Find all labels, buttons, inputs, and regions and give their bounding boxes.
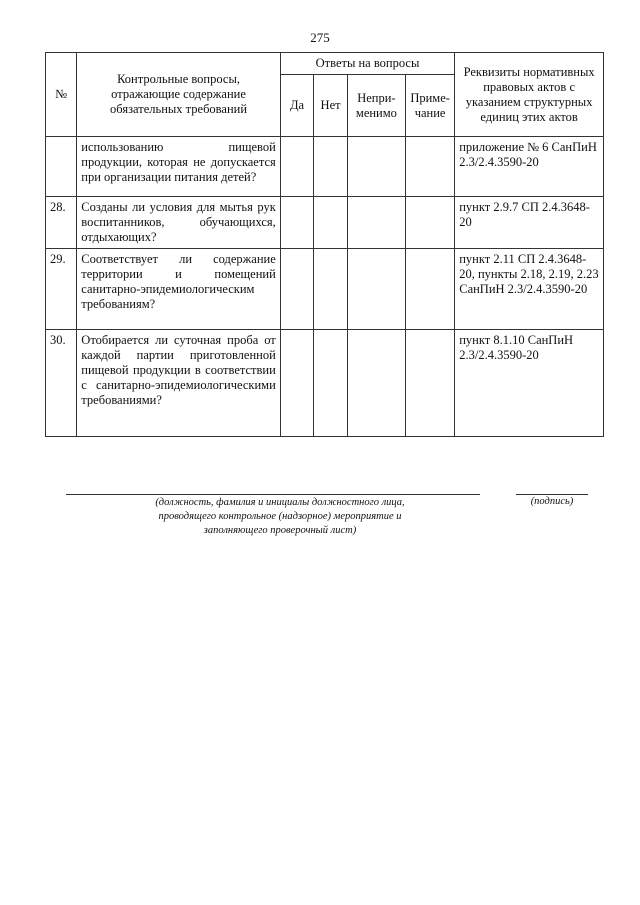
answer-note-cell[interactable] [405, 197, 454, 249]
signature-line[interactable] [516, 494, 588, 495]
row-question: Отобирается ли суточная проба от каждой партии приготовленной пищевой продукции в соответствии с санитарно-эпидемиологическими требованиями? [77, 330, 280, 437]
answer-yes-cell[interactable] [280, 197, 314, 249]
row-number [46, 137, 77, 197]
row-question: Соответствует ли содержание территории и помещений санитарно-эпидемиологическим требованиям? [77, 249, 280, 330]
answer-no-cell[interactable] [314, 249, 348, 330]
checklist-table [45, 52, 604, 437]
row-requisite: пункт 2.11 СП 2.4.3648-20, пункты 2.18, 2.19, 2.23 СанПиН 2.3/2.4.3590-20 [455, 249, 604, 330]
answer-yes-cell[interactable] [280, 330, 314, 437]
header-question: Контрольные вопросы, отражающие содержание обязательных требований [77, 53, 280, 137]
answer-na-cell[interactable] [347, 197, 405, 249]
header-yes: Да [280, 75, 314, 137]
answer-yes-cell[interactable] [280, 249, 314, 330]
row-requisite: пункт 8.1.10 СанПиН 2.3/2.4.3590-20 [455, 330, 604, 437]
header-requisites: Реквизиты нормативных правовых актов с указанием структурных единиц этих актов [455, 53, 604, 137]
answer-no-cell[interactable] [314, 137, 348, 197]
table-row [46, 330, 604, 437]
row-number: 30. [46, 330, 77, 437]
header-note: Приме-чание [405, 75, 454, 137]
header-num: № [46, 53, 77, 137]
row-number: 28. [46, 197, 77, 249]
header-no: Нет [314, 75, 348, 137]
answer-note-cell[interactable] [405, 137, 454, 197]
row-question: использованию пищевой продукции, которая не допускается при организации питания детей? [77, 137, 280, 197]
row-number: 29. [46, 249, 77, 330]
answer-yes-cell[interactable] [280, 137, 314, 197]
answer-no-cell[interactable] [314, 197, 348, 249]
sign-caption: (подпись) [530, 496, 574, 507]
page-number: 275 [310, 30, 330, 45]
answer-na-cell[interactable] [347, 330, 405, 437]
table-row [46, 197, 604, 249]
answer-note-cell[interactable] [405, 330, 454, 437]
official-caption: (должность, фамилия и инициалы должностного лица, проводящего контрольное (надзорное) мероприятие и заполняющего проверочный лист) [155, 497, 405, 536]
header-na: Непри-менимо [347, 75, 405, 137]
answer-na-cell[interactable] [347, 137, 405, 197]
row-requisite: пункт 2.9.7 СП 2.4.3648-20 [455, 197, 604, 249]
header-answers: Ответы на вопросы [280, 53, 454, 75]
row-requisite: приложение № 6 СанПиН 2.3/2.4.3590-20 [455, 137, 604, 197]
answer-note-cell[interactable] [405, 249, 454, 330]
answer-na-cell[interactable] [347, 249, 405, 330]
row-question: Созданы ли условия для мытья рук воспитанников, обучающихся, отдыхающих? [77, 197, 280, 249]
table-row [46, 249, 604, 330]
answer-no-cell[interactable] [314, 330, 348, 437]
table-row [46, 137, 604, 197]
official-signature-line[interactable] [66, 494, 480, 495]
